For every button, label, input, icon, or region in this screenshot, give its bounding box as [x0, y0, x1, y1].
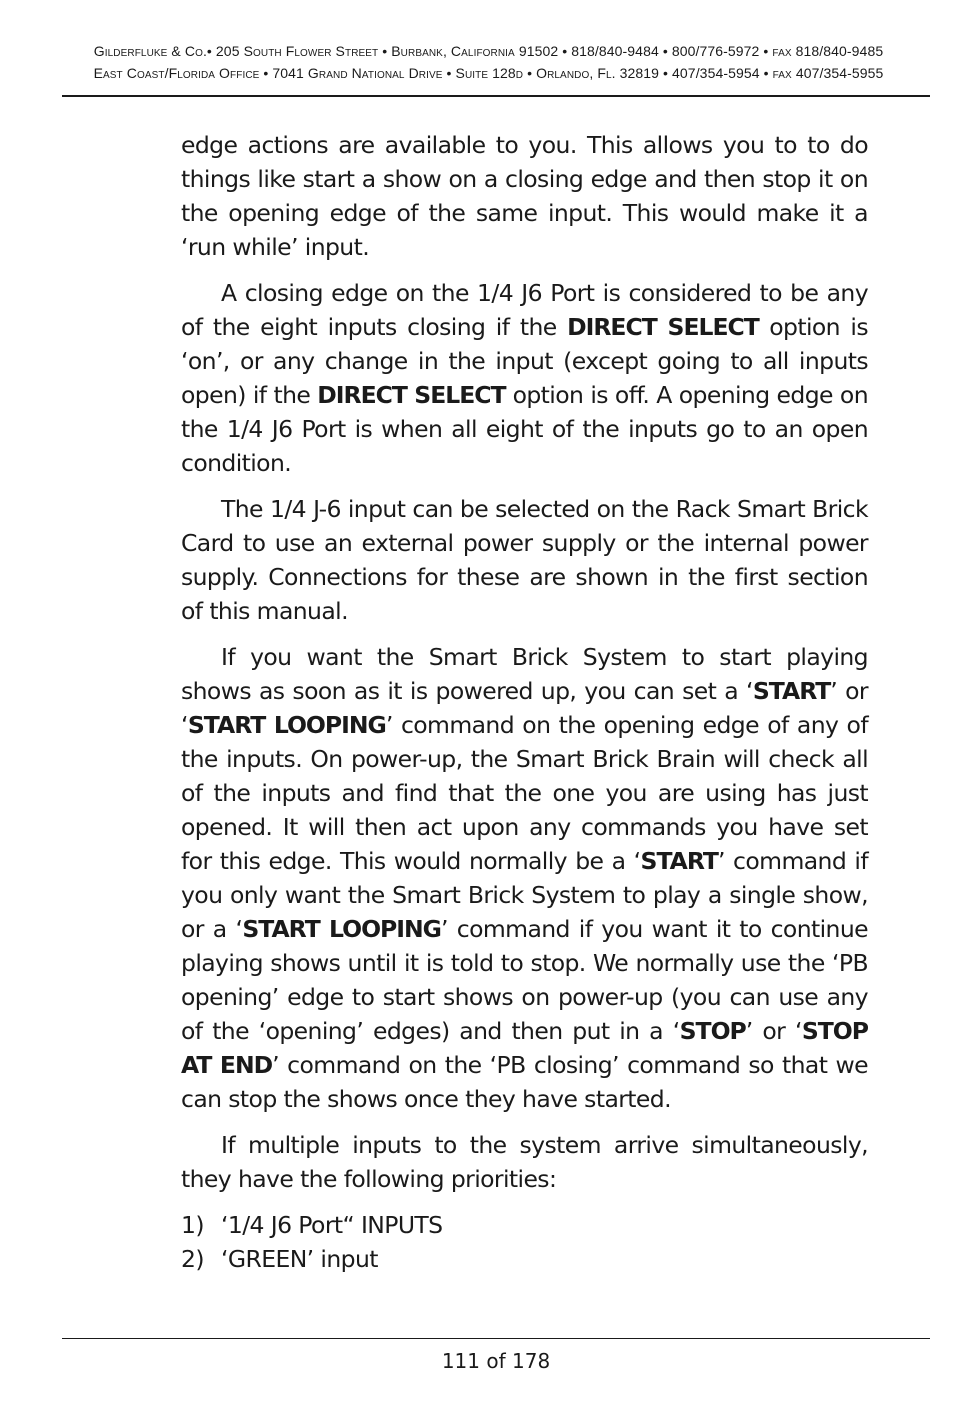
text-span: ’ or ‘ — [745, 1017, 802, 1045]
text-span: option is ‘on’, or any change in the input (except going to all inputs open) if the — [181, 313, 869, 409]
bold-term-direct-select: DIRECT SELECT — [567, 313, 759, 341]
list-item-text: ‘GREEN’ input — [221, 1245, 378, 1273]
list-item-text: ‘1/4 J6 Port“ INPUTS — [221, 1211, 443, 1239]
bold-term-start-looping: START LOOPING — [187, 711, 386, 739]
page-number: 111 of 178 — [441, 1349, 551, 1373]
bold-term-start: START — [752, 677, 831, 705]
text-span: ’ command on the opening edge of any of the inputs. On power-up, the Smart Brick Brain will check all of the inputs and find that the one you are using has just opened. It will then act upon any commands you have set for this edge. This would normally be a ‘ — [181, 711, 869, 875]
paragraph-j6-input: The 1/4 J-6 input can be selected on the Rack Smart Brick Card to use an external power supply or the internal power supply. Connections for these are shown in the first section of this manual. — [181, 495, 868, 625]
text-span: ’ or ‘ — [181, 677, 868, 739]
list-item — [181, 1208, 868, 1242]
header-address-line-2: East Coast/Florida Office • 7041 Grand National Drive • Suite 128d • Orlando, Fl. 32819 • 407/354-5954 • fax 407/354-5955 — [93, 65, 884, 81]
list-item-number: 2) — [181, 1245, 204, 1273]
paragraph-edge-actions: edge actions are available to you. This allows you to to do things like start a show on a closing edge and then stop it on the opening edge of the same input. This would make it a ‘run while’ input. — [181, 131, 868, 261]
footer-divider — [62, 1338, 930, 1339]
page-body — [181, 128, 868, 1276]
bold-term-start-looping: START LOOPING — [242, 915, 441, 943]
bold-term-start: START — [640, 847, 718, 875]
text-span: option is off. A opening edge on the 1/4 J6 Port is when all eight of the inputs go to an open condition. — [181, 381, 868, 477]
list-item — [181, 1242, 868, 1276]
text-span: ’ command on the ‘PB closing’ command so that we can stop the shows once they have started. — [181, 1051, 868, 1113]
text-span: ’ command if you want it to continue playing shows until it is told to stop. We normally use the ‘PB opening’ edge to start shows on power-up (you can use any of the ‘opening’ edges) and then put in a ‘ — [181, 915, 868, 1045]
list-item-number: 1) — [181, 1211, 204, 1239]
paragraph-closing-edge — [181, 276, 868, 480]
paragraph-power-up — [181, 640, 868, 1116]
header-address-line-1: Gilderfluke & Co.• 205 South Flower Street • Burbank, California 91502 • 818/840-9484 • 800/776-5972 • fax 818/840-9485 — [93, 43, 884, 59]
page-header — [62, 40, 915, 84]
bold-term-stop: STOP — [679, 1017, 746, 1045]
header-divider — [62, 95, 930, 97]
bold-term-direct-select: DIRECT SELECT — [317, 381, 506, 409]
priority-list — [181, 1208, 868, 1276]
bold-term-stop-at-end: STOP AT END — [181, 1017, 868, 1079]
paragraph-priorities: If multiple inputs to the system arrive simultaneously, they have the following priorities: — [181, 1131, 868, 1193]
text-span: If you want the Smart Brick System to start playing shows as soon as it is powered up, you can set a ‘ — [181, 643, 868, 705]
text-span: A closing edge on the 1/4 J6 Port is considered to be any of the eight inputs closing if the — [181, 279, 868, 341]
text-span: ’ command if you only want the Smart Brick System to play a single show, or a ‘ — [181, 847, 868, 943]
